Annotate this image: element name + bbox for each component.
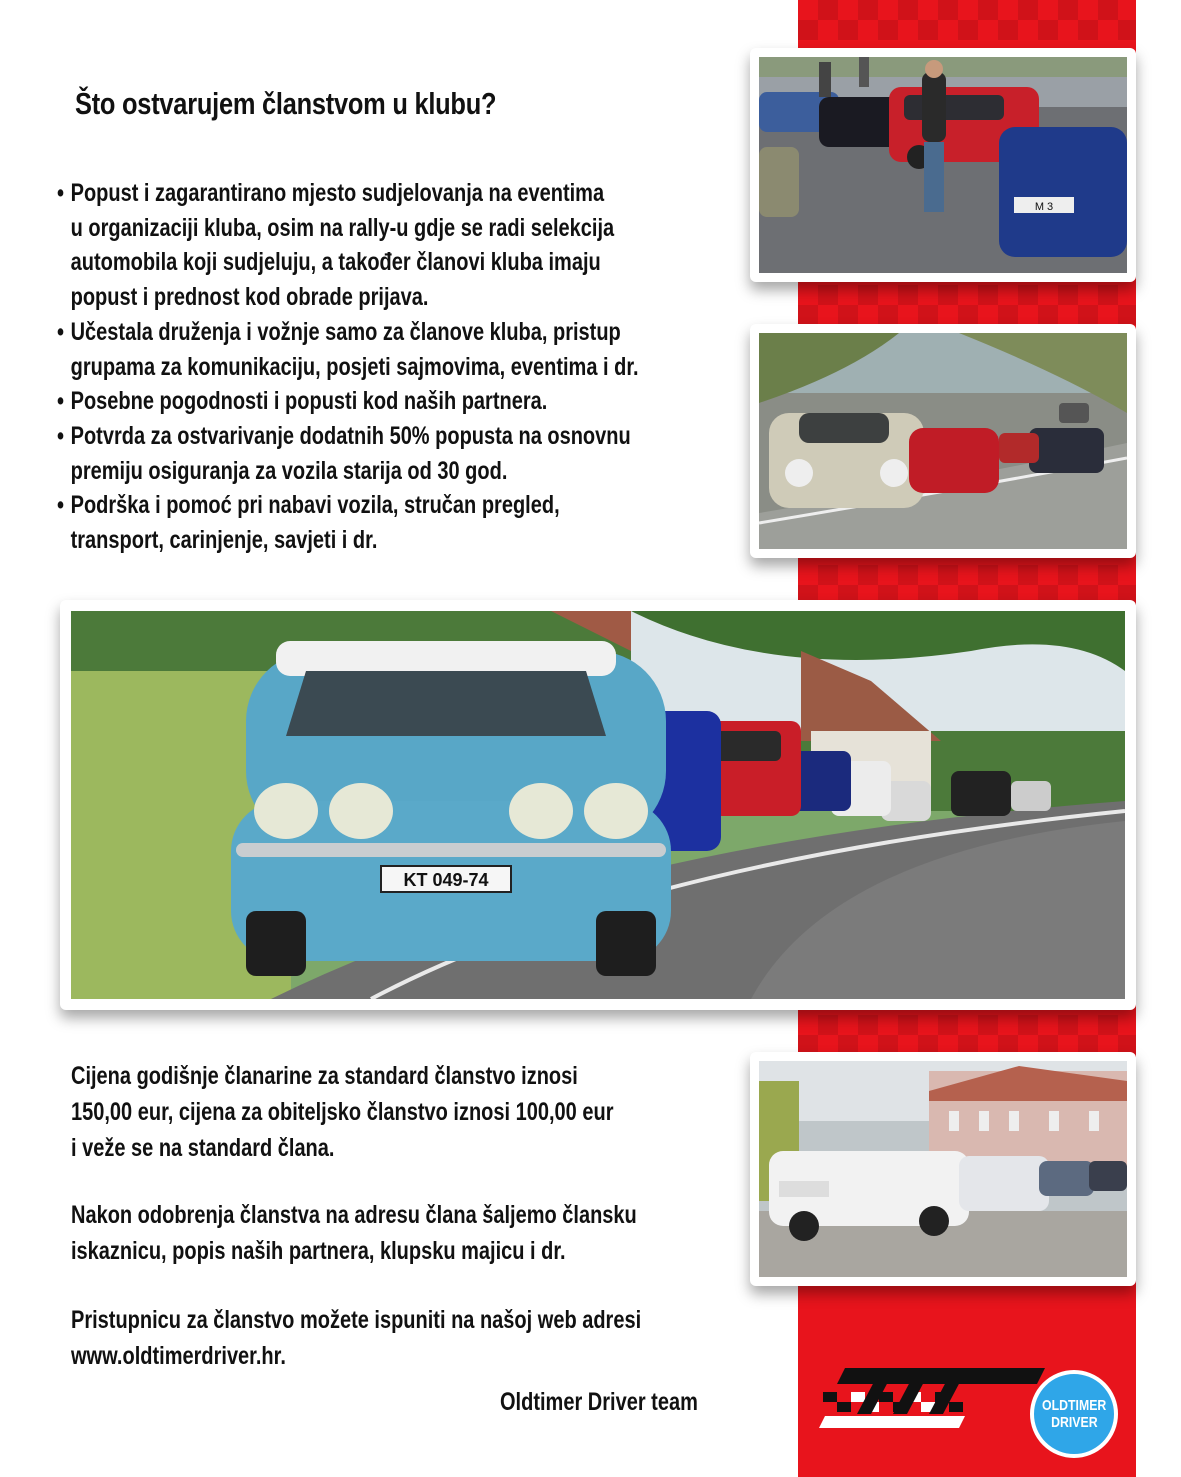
bullet-dot: •	[57, 179, 65, 207]
photo-bmw-convertibles	[750, 1052, 1136, 1286]
citroen-ds-image	[71, 611, 1125, 999]
benefits-list	[57, 176, 784, 558]
checker-pattern	[798, 1015, 1136, 1055]
bullet-dot: •	[57, 387, 65, 416]
bmw-meet-image	[759, 57, 1127, 273]
photo-porsche-rally	[750, 324, 1136, 558]
svg-text:KT 049-74: KT 049-74	[403, 870, 489, 890]
website-link[interactable]: www.oldtimerdriver.hr.	[71, 1342, 286, 1370]
svg-text:M 3: M 3	[1034, 201, 1054, 213]
list-item: • Potvrda za ostvarivanje dodatnih 50% popusta na osnovnu premiju osiguranja za vozila starija od 30 god.	[57, 419, 639, 488]
checker-pattern	[798, 285, 1136, 325]
photo-citroen-ds	[60, 600, 1136, 1010]
application-paragraph: Pristupnicu za članstvo možete ispuniti na našoj web adresi www.oldtimerdriver.hr.	[71, 1302, 641, 1374]
page-heading: Što ostvarujem članstvom u klubu?	[75, 86, 497, 121]
bullet-dot: •	[57, 491, 65, 520]
list-item: • Podrška i pomoć pri nabavi vozila, stručan pregled, transport, carinjenje, savjeti i dr.	[57, 488, 639, 557]
list-item: • Popust i zagarantirano mjesto sudjelovanja na eventima u organizaciji kluba, osim na rally-u gdje se radi selekcija automobila koji sudjeluju, a također članovi kluba imaju popust i prednost kod obrade prijava.	[57, 176, 639, 315]
price-paragraph: Cijena godišnje članarine za standard članstvo iznosi 150,00 eur, cijena za obiteljsko članstvo iznosi 100,00 eur i veže se na standard člana.	[71, 1062, 614, 1162]
porsche-rally-image	[759, 333, 1127, 549]
bullet-dot: •	[57, 421, 65, 450]
card-paragraph: Nakon odobrenja članstva na adresu člana šaljemo člansku iskaznicu, popis naših partnera, klupsku majicu i dr.	[71, 1201, 637, 1265]
signature: Oldtimer Driver team	[500, 1388, 698, 1416]
photo-bmw-meet	[750, 48, 1136, 282]
bmw-convertibles-image	[759, 1061, 1127, 1277]
checker-pattern	[798, 565, 1136, 605]
checker-pattern	[798, 0, 1136, 40]
list-item: • Posebne pogodnosti i popusti kod naših partnera.	[57, 384, 639, 419]
club-badge: OLDTIMER DRIVER	[1030, 1370, 1118, 1458]
bullet-dot: •	[57, 317, 65, 346]
list-item: • Učestala druženja i vožnje samo za članove kluba, pristup grupama za komunikaciju, posjeti sajmovima, eventima i dr.	[57, 315, 639, 384]
